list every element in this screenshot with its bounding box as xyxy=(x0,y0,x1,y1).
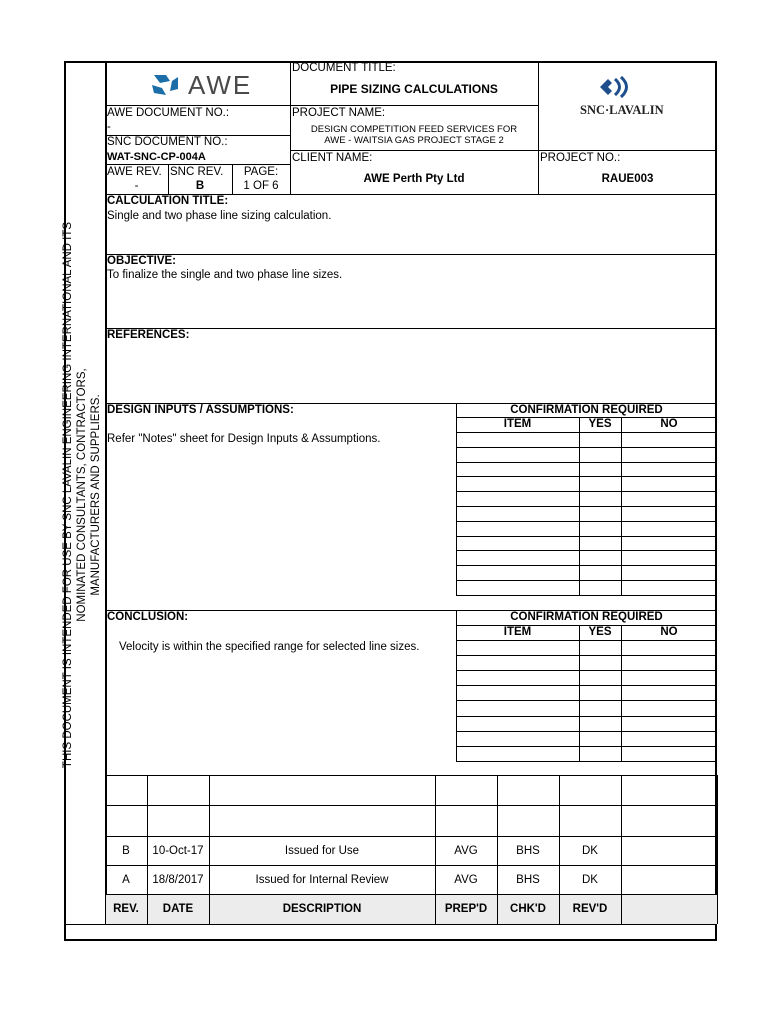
project-no-label: PROJECT NO.: xyxy=(540,152,621,164)
revision-header-cell: CHK'D xyxy=(510,903,546,915)
revision-cell: AVG xyxy=(454,845,478,857)
conclusion-label: CONCLUSION: xyxy=(107,611,189,623)
revision-row-line xyxy=(105,836,717,837)
confirm-table-row-line xyxy=(456,746,717,747)
snc-lavalin-logo xyxy=(560,75,700,120)
confirm-table-row-line xyxy=(456,685,717,686)
design-inputs-text: Refer "Notes" sheet for Design Inputs & Assumptions. xyxy=(107,433,381,445)
revision-cell: BHS xyxy=(516,874,540,886)
confirm-table-row-line xyxy=(456,580,717,581)
design-col-item: ITEM xyxy=(503,418,532,430)
doc-title-label: DOCUMENT TITLE: xyxy=(292,62,396,74)
doc-title: PIPE SIZING CALCULATIONS xyxy=(330,82,498,96)
design-col-no: NO xyxy=(660,418,678,430)
revision-header-cell: PREP'D xyxy=(444,903,488,915)
project-name-line1: DESIGN COMPETITION FEED SERVICES FOR xyxy=(310,124,518,135)
revision-cell: AVG xyxy=(454,874,478,886)
revision-cell: 10-Oct-17 xyxy=(152,845,204,857)
revision-header-cell: DATE xyxy=(162,903,194,915)
revision-cell: B xyxy=(122,845,130,857)
awe-logo-text: AWE xyxy=(188,70,253,100)
revision-col-line xyxy=(717,775,718,924)
confirm-table-row-line xyxy=(456,761,717,762)
awe-rev: - xyxy=(134,180,139,192)
confirm-table-row-line xyxy=(456,432,717,433)
confirm-table-row-line xyxy=(456,670,717,671)
confirm-table-row-line xyxy=(456,462,717,463)
objective-label: OBJECTIVE: xyxy=(107,255,177,267)
conclusion-confirm-label: CONFIRMATION REQUIRED xyxy=(510,611,663,623)
revision-cell: 18/8/2017 xyxy=(152,874,204,886)
awe-logo xyxy=(148,71,258,99)
confirm-table-row-line xyxy=(456,655,717,656)
header-divider xyxy=(105,105,290,106)
snc-lavalin-logo-text: SNC·LAVALIN xyxy=(580,103,664,117)
awe-logo-icon xyxy=(148,71,184,99)
conclusion-text: Velocity is within the specified range for selected line sizes. xyxy=(119,641,420,653)
confirm-table-row-line xyxy=(456,640,717,641)
confirm-table-row-line xyxy=(456,550,717,551)
references-label: REFERENCES: xyxy=(107,329,190,341)
confirm-table-row-line xyxy=(456,506,717,507)
design-inputs-label: DESIGN INPUTS / ASSUMPTIONS: xyxy=(107,404,294,416)
confirm-table-row-line xyxy=(456,536,717,537)
design-confirm-label: CONFIRMATION REQUIRED xyxy=(510,404,663,416)
confirm-table-line xyxy=(621,625,622,761)
confirm-table-row-line xyxy=(456,491,717,492)
conclusion-col-no: NO xyxy=(660,626,678,638)
conclusion-col-yes: YES xyxy=(588,626,612,638)
revision-cell: DK xyxy=(582,874,598,886)
revision-cell: BHS xyxy=(516,845,540,857)
client-name: AWE Perth Pty Ltd xyxy=(363,173,465,185)
revision-row-line xyxy=(105,924,717,925)
header-divider xyxy=(290,105,538,106)
section-divider xyxy=(105,328,717,329)
confirm-table-row-line xyxy=(456,447,717,448)
confirm-table-row-line xyxy=(456,521,717,522)
conclusion-col-item: ITEM xyxy=(503,626,532,638)
section-divider xyxy=(105,254,717,255)
header-divider xyxy=(290,150,717,151)
sidebar-notice xyxy=(61,205,103,785)
revision-cell: DK xyxy=(582,845,598,857)
project-no: RAUE003 xyxy=(601,173,654,185)
page-label: PAGE: xyxy=(243,166,279,178)
snc-doc-no: WAT-SNC-CP-004A xyxy=(107,151,206,163)
revision-row-line xyxy=(105,865,717,866)
revision-col-line xyxy=(621,775,622,924)
confirm-table-row-line xyxy=(456,595,717,596)
revision-row-line xyxy=(105,805,717,806)
calculation-title: Single and two phase line sizing calculation. xyxy=(107,210,332,222)
objective-text: To finalize the single and two phase line sizes. xyxy=(107,269,343,281)
awe-rev-label: AWE REV. xyxy=(107,166,162,178)
header-divider xyxy=(105,164,290,165)
confirm-table-line xyxy=(579,625,580,761)
revision-header-cell: REV. xyxy=(113,903,139,915)
document-frame xyxy=(64,61,717,941)
confirm-table-row-line xyxy=(456,731,717,732)
revision-row-line xyxy=(105,775,717,776)
confirm-table-row-line xyxy=(456,716,717,717)
snc-rev: B xyxy=(195,180,205,192)
awe-doc-no: - xyxy=(107,121,111,133)
snc-lavalin-logo-icon xyxy=(598,75,632,99)
revision-header-cell: REV'D xyxy=(572,903,608,915)
project-name-label: PROJECT NAME: xyxy=(292,107,386,119)
confirm-table-row-line xyxy=(456,565,717,566)
snc-doc-no-label: SNC DOCUMENT NO.: xyxy=(107,136,228,148)
revision-cell: Issued for Internal Review xyxy=(255,874,389,886)
revision-cell: A xyxy=(122,874,130,886)
confirm-table-row-line xyxy=(456,700,717,701)
page-value: 1 OF 6 xyxy=(243,180,279,192)
confirm-table-row-line xyxy=(456,476,717,477)
revision-header-cell: DESCRIPTION xyxy=(282,903,362,915)
snc-rev-label: SNC REV. xyxy=(170,166,224,178)
project-name-line2: AWE - WAITSIA GAS PROJECT STAGE 2 xyxy=(324,135,504,146)
revision-row-line xyxy=(105,894,717,895)
sidebar-notice-line2: MANUFACTURERS AND SUPPLIERS. xyxy=(90,394,102,596)
revision-cell: Issued for Use xyxy=(284,845,360,857)
awe-doc-no-label: AWE DOCUMENT NO.: xyxy=(107,107,230,119)
calculation-title-label: CALCULATION TITLE: xyxy=(107,195,229,207)
design-col-yes: YES xyxy=(588,418,612,430)
client-name-label: CLIENT NAME: xyxy=(292,152,373,164)
sidebar-notice-line1: THIS DOCUMENT IS INTENDED FOR USE BY SNC LAVALIN ENGINEERING INTERNATIONAL AND ITS NOMINATED CONSULTANTS, CONTRACTORS, xyxy=(62,221,88,769)
